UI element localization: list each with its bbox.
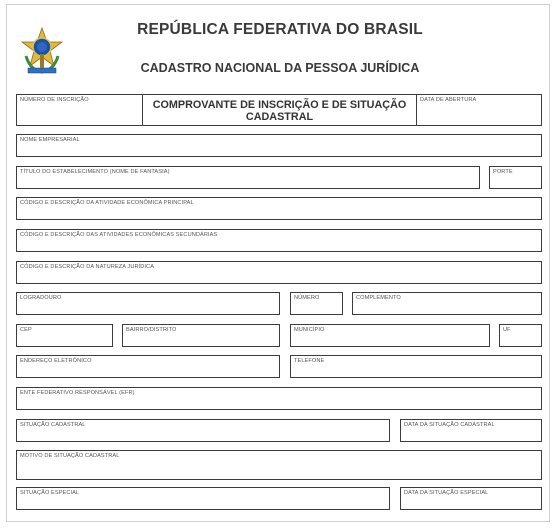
ente-federativo-field[interactable] [16,387,542,410]
data-abertura-label: DATA DE ABERTURA [420,97,477,103]
titulo-estabelecimento-field[interactable] [16,166,480,189]
data-abertura-field[interactable] [416,94,542,126]
situacao-cadastral-field[interactable] [16,419,390,442]
numero-label: NÚMERO [294,295,320,301]
cep-field[interactable] [16,324,113,347]
municipio-field[interactable] [290,324,490,347]
data-situacao-cadastral-label: DATA DA SITUAÇÃO CADASTRAL [404,422,495,428]
comprovante-title-line1: COMPROVANTE DE INSCRIÇÃO E DE SITUAÇÃO [152,99,407,111]
numero-inscricao-field[interactable] [16,94,143,126]
page-subtitle: CADASTRO NACIONAL DA PESSOA JURÍDICA [140,61,420,75]
bairro-field[interactable] [122,324,280,347]
nome-empresarial-label: NOME EMPRESARIAL [20,137,80,143]
motivo-situacao-label: MOTIVO DE SITUAÇÃO CADASTRAL [20,453,120,459]
endereco-eletronico-field[interactable] [16,355,280,378]
numero-field[interactable] [290,292,343,315]
situacao-especial-label: SITUAÇÃO ESPECIAL [20,490,80,496]
page-title: REPÚBLICA FEDERATIVA DO BRASIL [137,21,423,38]
cep-label: CEP [20,327,32,333]
endereco-eletronico-label: ENDEREÇO ELETRÔNICO [20,358,92,364]
logradouro-field[interactable] [16,292,280,315]
porte-label: PORTE [493,169,513,175]
uf-label: UF [503,327,511,333]
telefone-label: TELEFONE [294,358,325,364]
data-situacao-especial-field[interactable] [400,487,542,510]
municipio-label: MUNICÍPIO [294,327,325,333]
brazil-coat-of-arms-icon [20,26,64,76]
data-situacao-especial-label: DATA DA SITUAÇÃO ESPECIAL [404,490,489,496]
uf-field[interactable] [499,324,542,347]
situacao-cadastral-label: SITUAÇÃO CADASTRAL [20,422,86,428]
natureza-juridica-field[interactable] [16,261,542,284]
motivo-situacao-field[interactable] [16,450,542,480]
atividade-principal-label: CÓDIGO E DESCRIÇÃO DA ATIVIDADE ECONÔMICA PRINCIPAL [20,200,194,206]
atividades-secundarias-label: CÓDIGO E DESCRIÇÃO DAS ATIVIDADES ECONÔMICAS SECUNDÁRIAS [20,232,218,238]
nome-empresarial-field[interactable] [16,134,542,157]
comprovante-title-box [142,94,417,126]
logradouro-label: LOGRADOURO [20,295,62,301]
complemento-label: COMPLEMENTO [356,295,401,301]
complemento-field[interactable] [352,292,542,315]
comprovante-title-line2: CADASTRAL [245,111,314,123]
natureza-juridica-label: CÓDIGO E DESCRIÇÃO DA NATUREZA JURÍDICA [20,264,155,270]
titulo-estabelecimento-label: TÍTULO DO ESTABELECIMENTO (NOME DE FANTASIA) [20,169,170,175]
bairro-label: BAIRRO/DISTRITO [126,327,177,333]
situacao-especial-field[interactable] [16,487,390,510]
numero-inscricao-label: NÚMERO DE INSCRIÇÃO [20,97,89,103]
atividade-principal-field[interactable] [16,197,542,220]
data-situacao-cadastral-field[interactable] [400,419,542,442]
atividades-secundarias-field[interactable] [16,229,542,252]
ente-federativo-label: ENTE FEDERATIVO RESPONSÁVEL (EFR) [20,390,135,396]
telefone-field[interactable] [290,355,542,378]
porte-field[interactable] [489,166,542,189]
